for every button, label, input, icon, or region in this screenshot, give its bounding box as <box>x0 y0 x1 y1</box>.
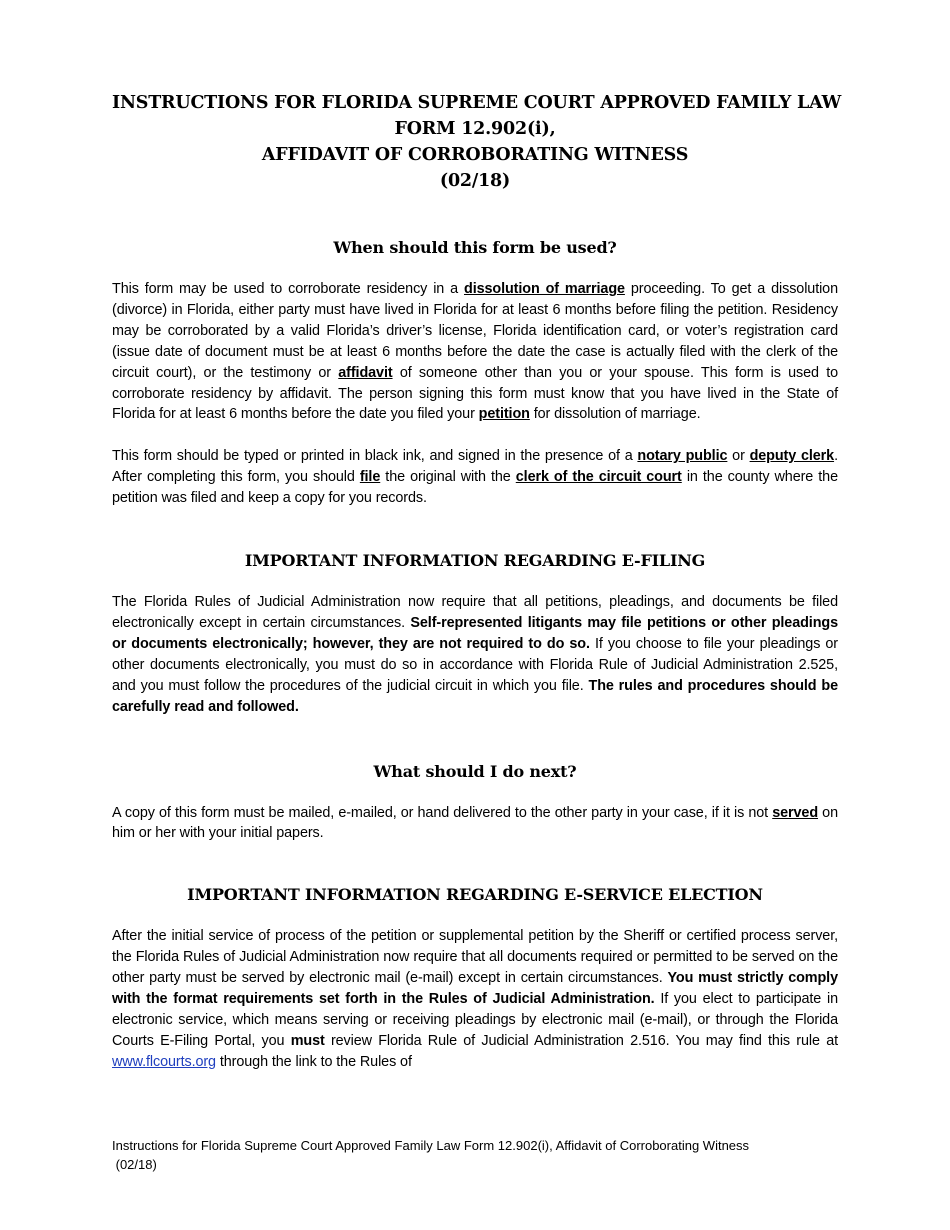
paragraph-when-used-1 <box>112 279 838 425</box>
text-run: If you elect to participate in electronic service, which means serving or receiving pleadings by electronic mail (e-mail), or through the Florida Courts E-Filing Portal, you <box>112 991 838 1049</box>
text-run: . After completing this form, you should <box>112 448 838 486</box>
text-run: A copy of this form must be mailed, e-mailed, or hand delivered to the other party in your case, if it is not <box>112 804 773 821</box>
heading-when-used: When should this form be used? <box>333 238 617 257</box>
bold-text: The rules and procedures should be carefully read and followed. <box>112 677 838 715</box>
footer-line-2: (02/18) <box>112 1157 157 1172</box>
page-footer <box>112 1136 838 1174</box>
text-run: for dissolution of marriage. <box>529 406 701 423</box>
term-dissolution-of-marriage: dissolution of marriage <box>464 281 625 297</box>
text-run: on him or her with your initial papers. <box>112 804 838 842</box>
term-clerk-of-circuit-court: clerk of the circuit court <box>515 469 682 486</box>
term-petition: petition <box>478 406 530 423</box>
document-page <box>112 90 842 1073</box>
text-run: After the initial service of process of the petition or supplemental petition by the Sheriff or certified process server, the Florida Rules of Judicial Administration now require that all documents required or permitted to be served on the other party must be served by electronic mail (e-mail) except in certain circumstances. <box>112 928 838 987</box>
title-line-2: FORM 12.902(i), <box>394 119 556 139</box>
text-run: in the county where the petition was filed and keep a copy for you records. <box>112 469 838 507</box>
text-run: the original with the <box>380 469 516 486</box>
flcourts-link[interactable]: www.flcourts.org <box>112 1053 216 1070</box>
term-deputy-clerk: deputy clerk <box>749 448 835 465</box>
title-line-4: (02/18) <box>439 171 511 191</box>
text-run: proceeding. To get a dissolution (divorce) in Florida, either party must have lived in Florida for at least 6 months before filing the petition. Residency may be corroborated by a valid Florida’s driver’s license, Florida identification card, or voter’s registration card (issue date of document must be at least 6 months before the date the case is actually filed with the clerk of the circuit court), or the testimony or <box>112 281 838 381</box>
text-run: This form may be used to corroborate residency in a <box>112 281 464 297</box>
text-run: of someone other than you or your spouse. This form is used to corroborate residency by affidavit. The person signing this form must know that you have lived in the State of Florida for at least 6 months before the date you filed your <box>112 364 838 423</box>
heading-e-filing: IMPORTANT INFORMATION REGARDING E-FILING <box>244 551 706 571</box>
text-run: or <box>727 448 750 465</box>
paragraph-e-service <box>112 926 838 1072</box>
text-run: If you choose to file your pleadings or other documents electronically, you must do so in accordance with Florida Rule of Judicial Administration 2.525, and you must follow the procedures of the judicial circuit in which you file. <box>112 635 838 694</box>
term-file: file <box>359 469 381 486</box>
paragraph-e-filing <box>112 592 838 717</box>
text-run: The Florida Rules of Judicial Administration now require that all petitions, pleadings, and documents be filed electronically except in certain circumstances. <box>112 594 838 631</box>
title-line-1: INSTRUCTIONS FOR FLORIDA SUPREME COURT APPROVED FAMILY LAW <box>112 93 842 113</box>
text-run: through the link to the Rules of <box>215 1053 412 1070</box>
heading-what-next: What should I do next? <box>373 761 577 781</box>
bold-text: Self-represented litigants may file petitions or other pleadings or documents electronically; however, they are not required to do so. <box>112 614 838 652</box>
bold-text: must <box>290 1032 325 1049</box>
term-served: served <box>772 804 819 821</box>
heading-e-service: IMPORTANT INFORMATION REGARDING E-SERVICE ELECTION <box>187 885 763 905</box>
term-affidavit: affidavit <box>338 364 393 381</box>
paragraph-what-next <box>112 803 838 845</box>
term-notary-public: notary public <box>637 448 728 465</box>
bold-text: You must strictly comply with the format requirements set forth in the Rules of Judicial Administration. <box>112 970 838 1008</box>
text-run: review Florida Rule of Judicial Administration 2.516. You may find this rule at <box>324 1032 838 1049</box>
title-line-3: AFFIDAVIT OF CORROBORATING WITNESS <box>261 145 689 165</box>
document-title <box>112 90 842 194</box>
paragraph-when-used-2 <box>112 446 838 509</box>
footer-line-1: Instructions for Florida Supreme Court Approved Family Law Form 12.902(i), Affidavit of Corroborating Witness <box>112 1138 750 1153</box>
text-run: This form should be typed or printed in black ink, and signed in the presence of a <box>112 448 638 465</box>
